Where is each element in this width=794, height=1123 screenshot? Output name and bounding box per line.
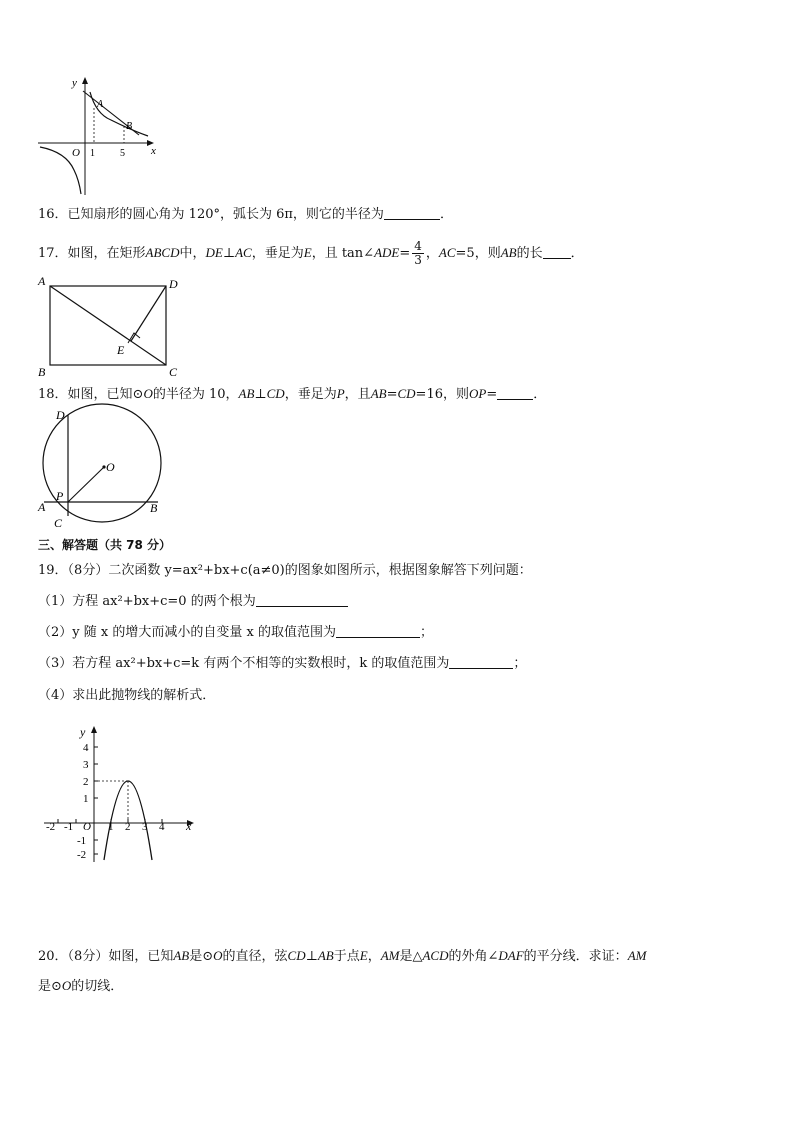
- q17-text: 中，: [179, 246, 206, 261]
- q20-text: 的外角∠: [448, 949, 499, 964]
- answer-blank-17[interactable]: [543, 246, 571, 259]
- q20-text: ，: [367, 949, 381, 964]
- q17-var: AC: [438, 245, 456, 260]
- figure-hyperbola: [36, 72, 166, 197]
- figure-parabola: [42, 722, 202, 867]
- q18-var: AB: [370, 386, 387, 401]
- q17-text: ，垂足为: [251, 246, 304, 261]
- y-axis-arrow: [82, 77, 88, 84]
- y-axis-arrow: [91, 726, 97, 733]
- q18-var: O: [143, 386, 153, 401]
- q18-text: ，垂足为: [284, 387, 337, 402]
- q19-part-2-text: （2）y 随 x 的增大而减小的自变量 x 的取值范围为: [38, 625, 336, 640]
- label-origin: O: [83, 821, 91, 833]
- q19-part-3-end: ；: [513, 656, 527, 671]
- q20-text: 是⊙: [189, 949, 214, 964]
- label-origin: O: [72, 147, 80, 159]
- y-tick-label: 4: [83, 742, 89, 754]
- y-tick-label: -2: [77, 849, 87, 861]
- label-y: y: [72, 77, 77, 89]
- q18-var: OP: [468, 386, 487, 401]
- q20-text: 的直径，弦: [222, 949, 288, 964]
- segment-op: [68, 467, 104, 502]
- q20-text: 的平分线．求证：: [523, 949, 628, 964]
- q17-text: ，且 tan∠: [311, 246, 375, 261]
- q19-part-3-text: （3）若方程 ax²+bx+c=k 有两个不相等的实数根时，k 的取值范围为: [38, 656, 450, 671]
- q17-var: E: [303, 245, 312, 260]
- q18-end: ．: [533, 387, 547, 402]
- label-o: O: [106, 460, 115, 474]
- x-tick-label: -2: [46, 821, 56, 833]
- q20-text: 的切线．: [71, 979, 124, 994]
- q20-text: 于点: [333, 949, 360, 964]
- label-x: x: [186, 819, 192, 833]
- tick-1: 1: [90, 148, 95, 159]
- question-19-part-2: [38, 625, 433, 641]
- label-y: y: [80, 725, 86, 739]
- q17-text: =: [399, 246, 411, 261]
- q20-text: ⊥: [305, 949, 318, 964]
- label-e: E: [117, 343, 125, 357]
- label-b: B: [150, 501, 158, 515]
- question-17: [38, 240, 584, 267]
- answer-blank-16[interactable]: [384, 207, 440, 220]
- q20-var: DAF: [498, 948, 524, 963]
- q18-var: P: [336, 386, 345, 401]
- figure-rectangle: [34, 274, 194, 379]
- q20-var: O: [61, 978, 72, 993]
- question-16: [38, 207, 453, 223]
- q17-text: ，: [425, 246, 439, 261]
- q20-text: 是⊙: [38, 979, 62, 994]
- label-c: C: [169, 365, 178, 379]
- label-a: A: [97, 99, 104, 110]
- x-tick-label: 4: [159, 821, 165, 833]
- label-x: x: [151, 145, 156, 157]
- question-16-text: 16．已知扇形的圆心角为 120°，弧长为 6π，则它的半径为: [38, 207, 384, 222]
- q17-var: DE: [205, 245, 223, 260]
- q17-var: AB: [500, 245, 517, 260]
- q20-var: ACD: [422, 948, 449, 963]
- q18-text: =: [386, 387, 398, 402]
- y-tick-label: 2: [83, 776, 89, 788]
- x-tick-label: 2: [125, 821, 131, 833]
- question-19-part-1: [38, 594, 348, 610]
- y-tick-label: -1: [77, 835, 87, 847]
- q18-text: ，且: [344, 387, 371, 402]
- answer-blank-19-3[interactable]: [449, 656, 513, 669]
- question-20-line-1: [38, 948, 646, 965]
- fraction-numerator: 4: [414, 239, 422, 253]
- q20-text: 是△: [399, 949, 423, 964]
- q17-var: ADE: [374, 245, 400, 260]
- label-c: C: [54, 516, 63, 530]
- q17-end: ．: [570, 246, 584, 261]
- x-tick-label: -1: [64, 821, 74, 833]
- diagonal-ac: [50, 286, 166, 365]
- tick-5: 5: [120, 148, 125, 159]
- label-d: D: [56, 408, 65, 422]
- q18-text: 18．如图，已知⊙: [38, 387, 144, 402]
- answer-blank-18[interactable]: [497, 387, 533, 400]
- question-18: [38, 386, 546, 403]
- q17-text: 的长: [516, 246, 543, 261]
- q18-var: AB: [238, 386, 255, 401]
- q17-var: AC: [235, 245, 252, 260]
- q17-var: ABCD: [145, 245, 180, 260]
- q20-var: O: [213, 948, 223, 963]
- q20-var: AM: [380, 948, 400, 963]
- question-20-line-2: [38, 978, 123, 995]
- q17-text: =5，则: [455, 246, 501, 261]
- segment-de: [131, 286, 166, 341]
- question-19-part-3: [38, 656, 526, 672]
- fraction-denominator: 3: [414, 253, 422, 267]
- x-tick-label: 1: [108, 821, 114, 833]
- fraction-4-3: [412, 240, 424, 267]
- q18-text: ⊥: [254, 387, 267, 402]
- q18-text: =16，则: [415, 387, 469, 402]
- q20-var: AM: [627, 948, 647, 963]
- question-16-end: ．: [439, 207, 453, 222]
- q17-text: 17．如图，在矩形: [38, 246, 146, 261]
- label-a: A: [38, 274, 46, 288]
- q19-part-1-text: （1）方程 ax²+bx+c=0 的两个根为: [38, 594, 256, 609]
- question-19-stem: 19．（8分）二次函数 y=ax²+bx+c(a≠0)的图象如图所示，根据图象解答下列问题：: [38, 563, 532, 578]
- label-p: P: [56, 489, 64, 503]
- y-tick-label: 3: [83, 759, 89, 771]
- q20-var: AB: [173, 948, 190, 963]
- q20-text: 20．（8分）如图，已知: [38, 949, 174, 964]
- label-d: D: [169, 277, 178, 291]
- q18-var: CD: [397, 386, 416, 401]
- right-angle-mark: [128, 333, 140, 343]
- q20-var: CD: [287, 948, 306, 963]
- label-a: A: [38, 500, 46, 514]
- question-19-part-4: （4）求出此抛物线的解析式．: [38, 688, 216, 703]
- q18-text: 的半径为 10，: [152, 387, 239, 402]
- q20-var: E: [359, 948, 368, 963]
- q19-part-2-end: ；: [419, 625, 433, 640]
- y-tick-label: 1: [83, 793, 89, 805]
- y-ticks: [94, 747, 98, 854]
- figure-circle: [34, 405, 174, 530]
- label-b: B: [126, 121, 133, 132]
- q17-text: ⊥: [222, 246, 236, 261]
- answer-blank-19-1[interactable]: [256, 594, 348, 607]
- section-heading: 三、解答题（共 78 分）: [38, 538, 172, 552]
- answer-blank-19-2[interactable]: [336, 625, 420, 638]
- q18-var: CD: [266, 386, 285, 401]
- x-tick-label: 3: [142, 821, 148, 833]
- label-b: B: [38, 365, 46, 379]
- q20-var: AB: [317, 948, 334, 963]
- q18-text: =: [486, 387, 498, 402]
